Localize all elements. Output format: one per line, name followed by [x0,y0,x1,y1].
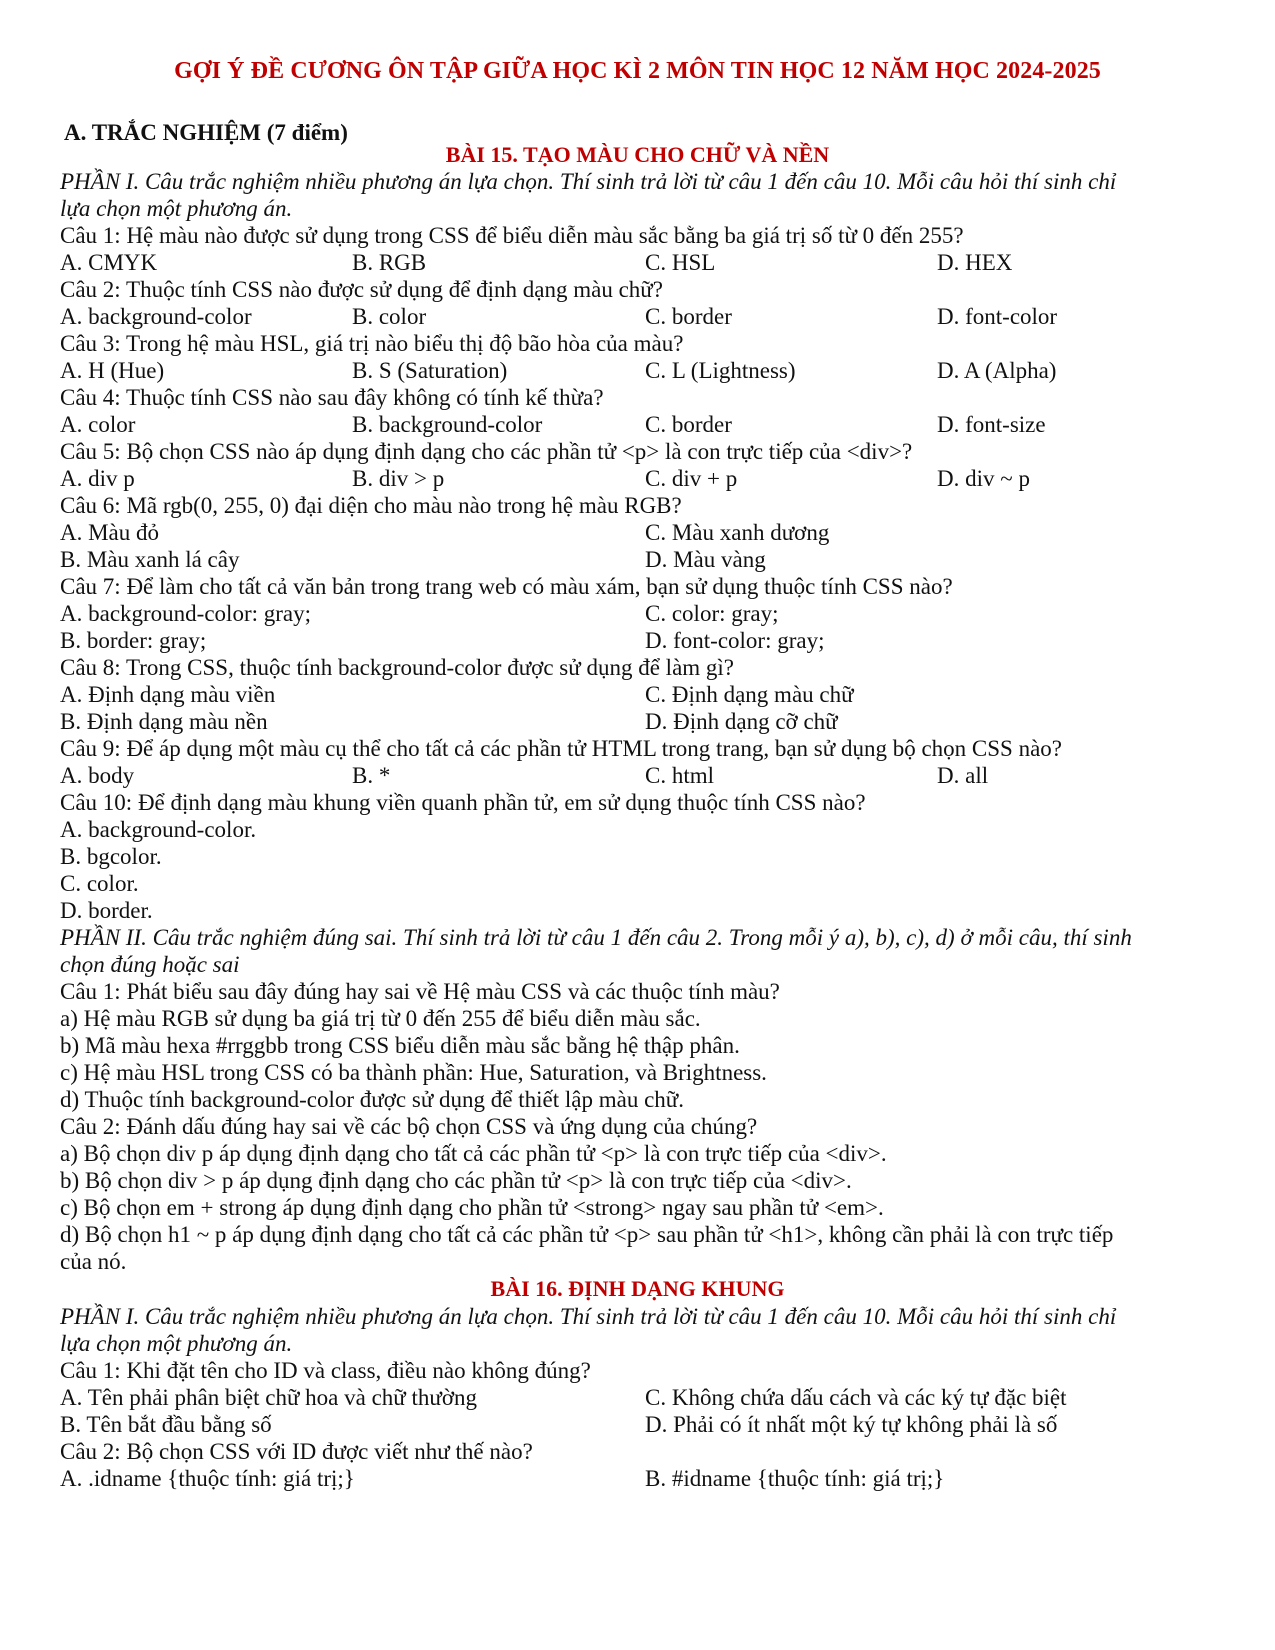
answer-option: C. Không chứa dấu cách và các ký tự đặc biệt [645,1385,1067,1410]
question-text: Câu 4: Thuộc tính CSS nào sau đây không có tính kế thừa? [60,385,604,410]
question-text: Câu 2: Bộ chọn CSS với ID được viết như thế nào? [60,1439,533,1464]
answer-option: B. RGB [352,250,427,275]
statement-item: c) Hệ màu HSL trong CSS có ba thành phần: Hue, Saturation, và Brightness. [60,1060,767,1085]
answer-option: C. HSL [645,250,716,275]
answer-option: C. color: gray; [645,601,779,626]
answer-option: A. .idname {thuộc tính: giá trị;} [60,1466,355,1491]
section-a-heading: A. TRẮC NGHIỆM (7 điểm) [64,120,348,145]
answer-option: A. body [60,763,135,788]
answer-option: A. Định dạng màu viền [60,682,276,707]
answer-option: D. Màu vàng [645,547,766,572]
lesson-16-title: BÀI 16. ĐỊNH DẠNG KHUNG [490,1276,785,1301]
statement-item: b) Bộ chọn div > p áp dụng định dạng cho các phần tử <p> là con trực tiếp của <div>. [60,1168,852,1193]
statement-item: c) Bộ chọn em + strong áp dụng định dạng cho phần tử <strong> ngay sau phần tử <em>. [60,1195,884,1220]
answer-option: D. Định dạng cỡ chữ [645,709,838,734]
statement-item: của nó. [60,1249,127,1274]
answer-option: C. div + p [645,466,738,491]
answer-option: D. div ~ p [937,466,1030,491]
statement-item: d) Thuộc tính background-color được sử dụng để thiết lập màu chữ. [60,1087,684,1112]
answer-option: D. font-color: gray; [645,628,825,653]
answer-option: B. background-color [352,412,543,437]
answer-option: D. font-color [937,304,1058,329]
answer-option: D. all [937,763,989,788]
question-text: Câu 3: Trong hệ màu HSL, giá trị nào biểu thị độ bão hòa của màu? [60,331,684,356]
answer-option: D. HEX [937,250,1013,275]
answer-option: B. div > p [352,466,445,491]
answer-option: B. color [352,304,427,329]
answer-option: C. border [645,412,732,437]
part2-instructions: PHẦN II. Câu trắc nghiệm đúng sai. Thí sinh trả lời từ câu 1 đến câu 2. Trong mỗi ý a), b), c), d) ở mỗi câu, thí sinh [60,925,1132,950]
statement-item: a) Hệ màu RGB sử dụng ba giá trị từ 0 đến 255 để biểu diễn màu sắc. [60,1006,701,1031]
answer-option: B. #idname {thuộc tính: giá trị;} [645,1466,945,1491]
statement-item: b) Mã màu hexa #rrggbb trong CSS biểu diễn màu sắc bằng hệ thập phân. [60,1033,740,1058]
document-title: GỢI Ý ĐỀ CƯƠNG ÔN TẬP GIỮA HỌC KÌ 2 MÔN TIN HỌC 12 NĂM HỌC 2024-2025 [174,58,1101,84]
question-text: Câu 9: Để áp dụng một màu cụ thể cho tất cả các phần tử HTML trong trang, bạn sử dụng bộ chọn CSS nào? [60,736,1062,761]
answer-option: C. Màu xanh dương [645,520,830,545]
part1-instructions: PHẦN I. Câu trắc nghiệm nhiều phương án lựa chọn. Thí sinh trả lời từ câu 1 đến câu 10. Mỗi câu hỏi thí sinh chỉ [60,1304,1117,1329]
answer-option: A. CMYK [60,250,158,275]
answer-option: A. H (Hue) [60,358,165,383]
question-text: Câu 1: Khi đặt tên cho ID và class, điều nào không đúng? [60,1358,591,1383]
answer-option: B. Định dạng màu nền [60,709,268,734]
part1-instructions: lựa chọn một phương án. [60,1331,293,1356]
answer-option: A. color [60,412,136,437]
question-text: Câu 1: Phát biểu sau đây đúng hay sai về Hệ màu CSS và các thuộc tính màu? [60,979,780,1004]
answer-option: D. Phải có ít nhất một ký tự không phải là số [645,1412,1058,1437]
answer-option: C. border [645,304,732,329]
question-text: Câu 1: Hệ màu nào được sử dụng trong CSS để biểu diễn màu sắc bằng ba giá trị số từ 0 đến 255? [60,223,964,248]
answer-option: A. Màu đỏ [60,520,160,545]
question-text: Câu 2: Thuộc tính CSS nào được sử dụng để định dạng màu chữ? [60,277,663,302]
answer-option: A. Tên phải phân biệt chữ hoa và chữ thường [60,1385,478,1410]
question-text: Câu 7: Để làm cho tất cả văn bản trong trang web có màu xám, bạn sử dụng thuộc tính CSS nào? [60,574,953,599]
answer-option: C. L (Lightness) [645,358,796,383]
answer-option: A. div p [60,466,135,491]
question-text: Câu 5: Bộ chọn CSS nào áp dụng định dạng cho các phần tử <p> là con trực tiếp của <div>? [60,439,913,464]
lesson-15-title: BÀI 15. TẠO MÀU CHO CHỮ VÀ NỀN [445,142,830,167]
question-text: Câu 6: Mã rgb(0, 255, 0) đại diện cho màu nào trong hệ màu RGB? [60,493,682,518]
statement-item: d) Bộ chọn h1 ~ p áp dụng định dạng cho tất cả các phần tử <p> sau phần tử <h1>, không cần phải là con trực tiếp [60,1222,1114,1247]
question-text: Câu 10: Để định dạng màu khung viền quanh phần tử, em sử dụng thuộc tính CSS nào? [60,790,866,815]
answer-option: D. font-size [937,412,1046,437]
answer-option: C. color. [60,871,139,896]
answer-option: D. border. [60,898,153,923]
answer-option: C. html [645,763,715,788]
answer-option: B. border: gray; [60,628,207,653]
answer-option: B. S (Saturation) [352,358,508,383]
part1-instructions: lựa chọn một phương án. [60,196,293,221]
statement-item: a) Bộ chọn div p áp dụng định dạng cho tất cả các phần tử <p> là con trực tiếp của <div>. [60,1141,887,1166]
answer-option: C. Định dạng màu chữ [645,682,854,707]
answer-option: B. Tên bắt đầu bằng số [60,1412,272,1437]
answer-option: D. A (Alpha) [937,358,1057,383]
answer-option: B. * [352,763,391,788]
answer-option: A. background-color [60,304,252,329]
answer-option: B. Màu xanh lá cây [60,547,240,572]
answer-option: A. background-color: gray; [60,601,312,626]
question-text: Câu 2: Đánh dấu đúng hay sai về các bộ chọn CSS và ứng dụng của chúng? [60,1114,758,1139]
part2-instructions: chọn đúng hoặc sai [60,952,240,977]
answer-option: A. background-color. [60,817,257,842]
question-text: Câu 8: Trong CSS, thuộc tính background-color được sử dụng để làm gì? [60,655,735,680]
part1-instructions: PHẦN I. Câu trắc nghiệm nhiều phương án lựa chọn. Thí sinh trả lời từ câu 1 đến câu 10. Mỗi câu hỏi thí sinh chỉ [60,169,1117,194]
answer-option: B. bgcolor. [60,844,162,869]
